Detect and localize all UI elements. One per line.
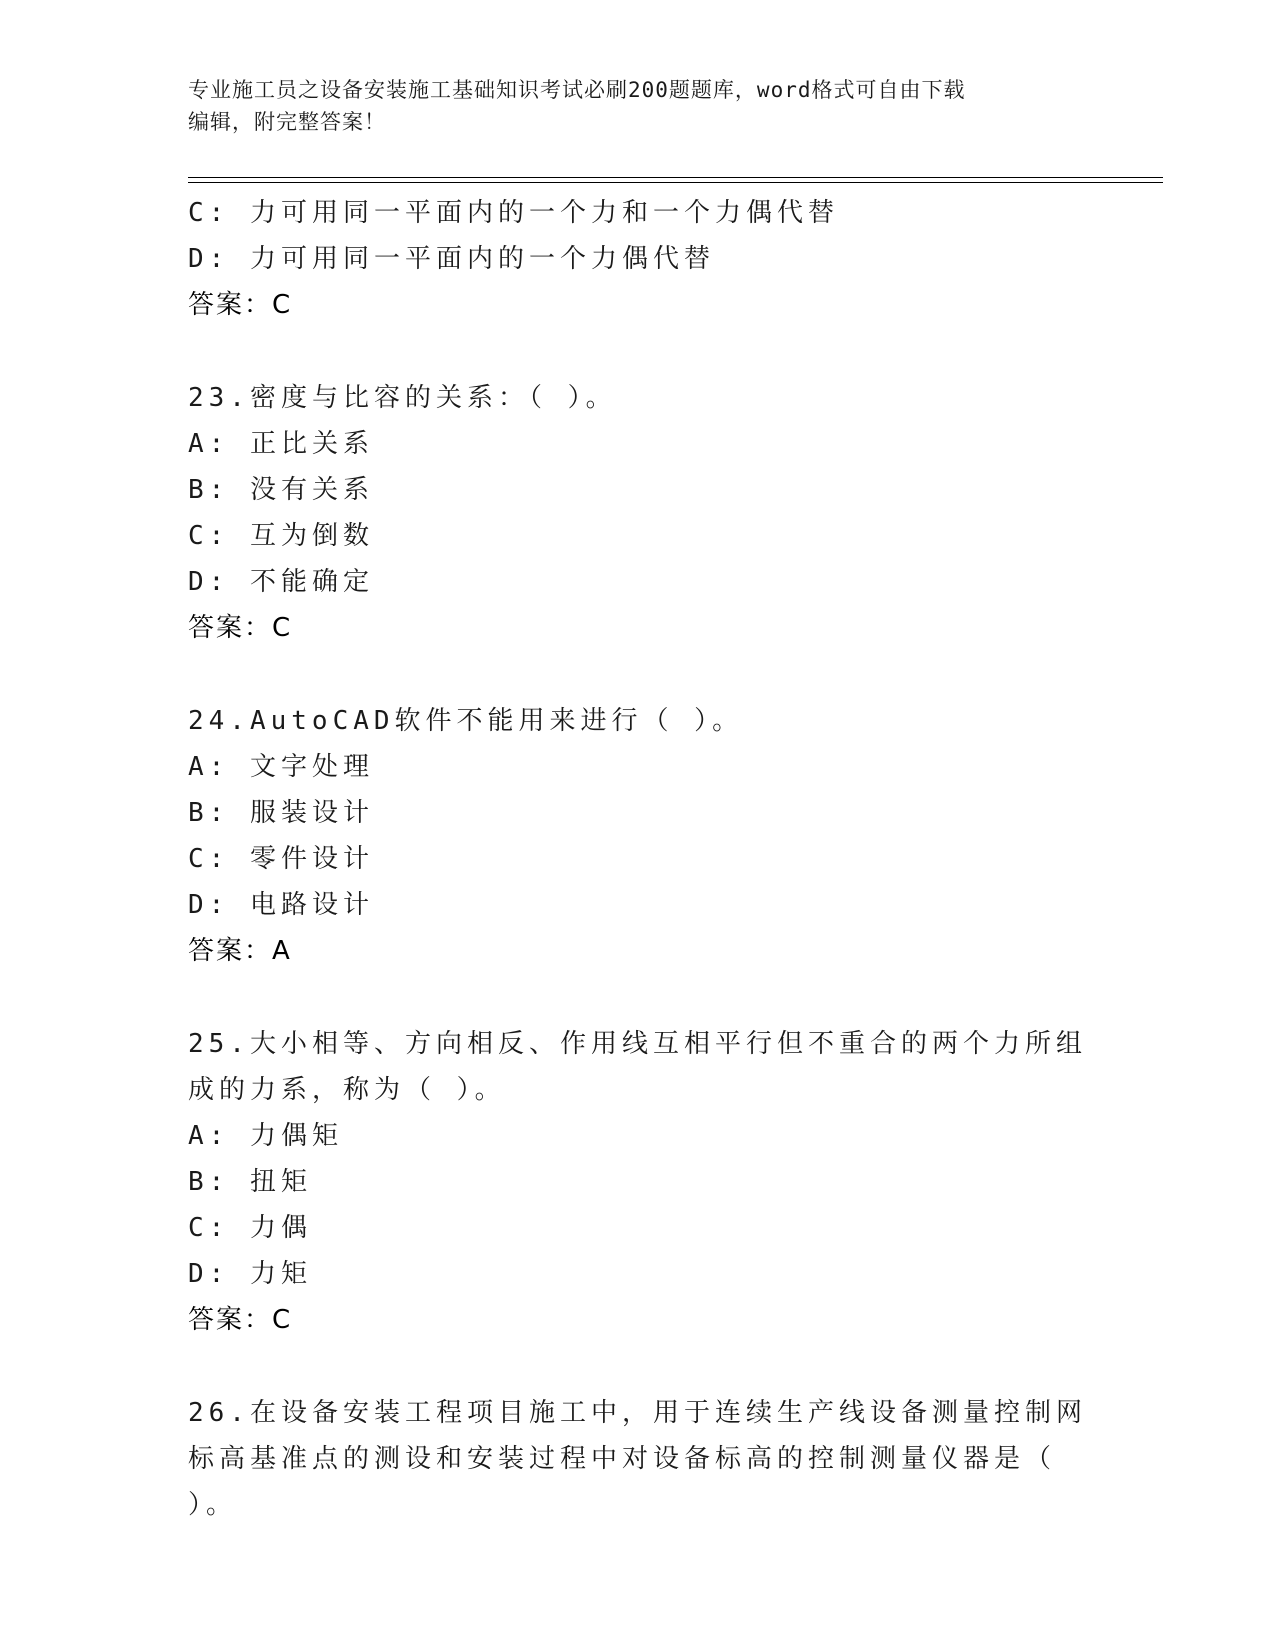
- answer: 答案：A: [188, 936, 292, 966]
- spacer: [188, 651, 1088, 698]
- option-a: A: 文字处理: [188, 752, 374, 782]
- header-title-line-2: 编辑，附完整答案！: [188, 110, 386, 134]
- header-rule-top: [188, 177, 1163, 178]
- question-stem: 26.在设备安装工程项目施工中，用于连续生产线设备测量控制网标高基准点的测设和安装过程中对设备标高的控制测量仪器是（ ）。: [188, 1398, 1087, 1520]
- document-header: [188, 74, 1068, 138]
- question-25: [188, 1021, 1088, 1343]
- option-c: C: 力可用同一平面内的一个力和一个力偶代替: [188, 198, 839, 228]
- question-list: [188, 190, 1088, 1528]
- option-a: A: 力偶矩: [188, 1121, 343, 1151]
- option-c: C: 零件设计: [188, 844, 374, 874]
- question-23: [188, 375, 1088, 651]
- spacer: [188, 974, 1088, 1021]
- spacer: [188, 328, 1088, 375]
- option-a: A: 正比关系: [188, 429, 374, 459]
- option-b: B: 服装设计: [188, 798, 374, 828]
- option-d: D: 不能确定: [188, 567, 374, 597]
- option-c: C: 力偶: [188, 1213, 312, 1243]
- question-stem: 24.AutoCAD软件不能用来进行（ ）。: [188, 706, 744, 736]
- question-stem: 23.密度与比容的关系：（ ）。: [188, 383, 617, 413]
- question-stem: 25.大小相等、方向相反、作用线互相平行但不重合的两个力所组成的力系，称为（ ）。: [188, 1029, 1087, 1105]
- option-d: D: 电路设计: [188, 890, 374, 920]
- answer: 答案：C: [188, 1305, 293, 1335]
- option-b: B: 没有关系: [188, 475, 374, 505]
- question-26: [188, 1390, 1088, 1528]
- option-d: D: 力可用同一平面内的一个力偶代替: [188, 244, 715, 274]
- option-b: B: 扭矩: [188, 1167, 312, 1197]
- option-c: C: 互为倒数: [188, 521, 374, 551]
- spacer: [188, 1343, 1088, 1390]
- answer: 答案：C: [188, 613, 293, 643]
- question-22-tail: [188, 190, 1088, 328]
- option-d: D: 力矩: [188, 1259, 312, 1289]
- answer: 答案：C: [188, 290, 293, 320]
- question-24: [188, 698, 1088, 974]
- header-title-line-1: 专业施工员之设备安装施工基础知识考试必刷200题题库，word格式可自由下载: [188, 78, 966, 102]
- header-rule-bottom: [188, 182, 1163, 183]
